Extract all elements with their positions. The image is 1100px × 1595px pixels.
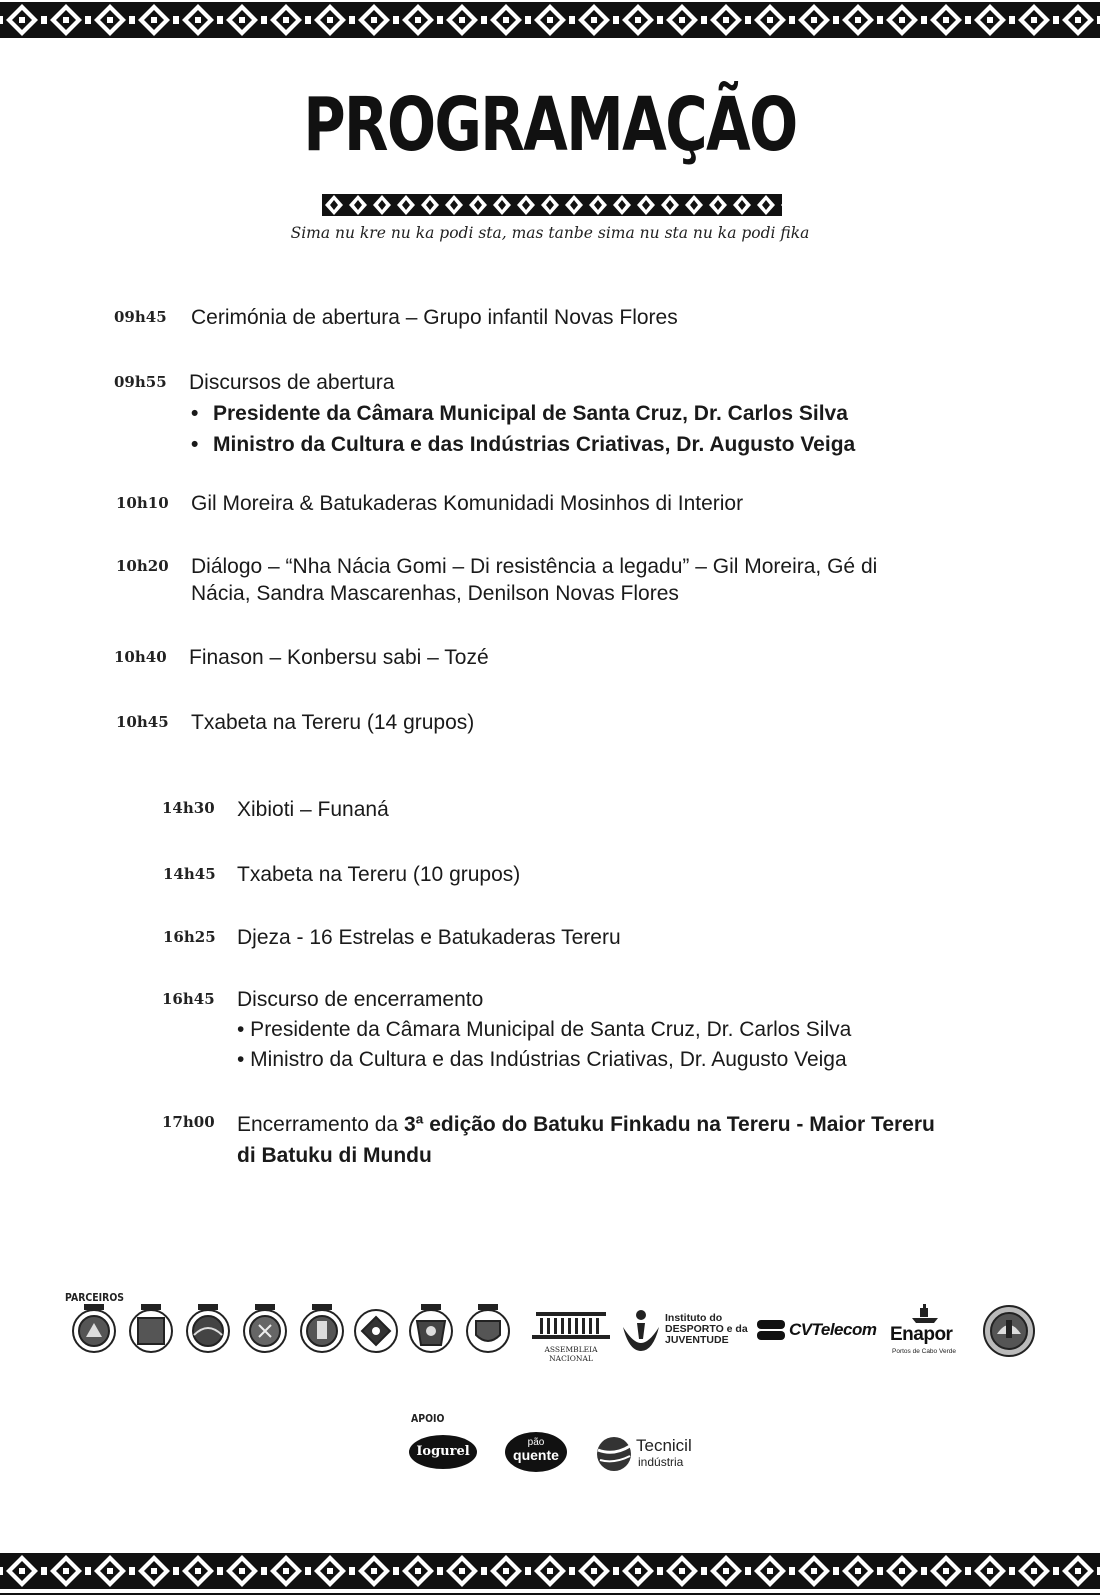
event-1645-bullets bbox=[237, 1015, 851, 1075]
event-1045: Txabeta na Tereru (14 grupos) bbox=[191, 711, 475, 734]
time-0945: 09h45 bbox=[114, 308, 167, 326]
crest-icon bbox=[130, 1305, 172, 1352]
time-1700: 17h00 bbox=[162, 1113, 215, 1131]
pao-quente-logo bbox=[505, 1432, 567, 1472]
tecnicil-sub: indústria bbox=[638, 1455, 684, 1469]
crest-icon bbox=[244, 1305, 286, 1352]
list-item: • Presidente da Câmara Municipal de Santa Cruz, Dr. Carlos Silva bbox=[189, 398, 855, 429]
time-1645: 16h45 bbox=[162, 990, 215, 1008]
event-0945: Cerimónia de abertura – Grupo infantil Novas Flores bbox=[191, 306, 678, 329]
time-1625: 16h25 bbox=[163, 928, 216, 946]
event-0955-bullets bbox=[189, 398, 855, 460]
assembleia-label: ASSEMBLEIA NACIONAL bbox=[544, 1345, 598, 1363]
event-1700-bold-2: di Batuku di Mundu bbox=[237, 1144, 432, 1167]
cvtelecom-mark-icon bbox=[757, 1318, 787, 1342]
time-1010: 10h10 bbox=[116, 494, 169, 512]
event-1700-bold-1: 3ª edição do Batuku Finkadu na Tereru - Maior Tereru bbox=[403, 1113, 935, 1136]
crest-icon bbox=[410, 1305, 452, 1352]
idj-line1: Instituto do bbox=[665, 1312, 723, 1324]
cvtelecom-logo bbox=[757, 1318, 879, 1344]
support-label: APOIO bbox=[411, 1412, 445, 1425]
event-1020 bbox=[191, 553, 877, 607]
time-1430: 14h30 bbox=[162, 799, 215, 817]
iogurel-logo bbox=[409, 1435, 477, 1469]
idj-logo bbox=[619, 1307, 749, 1357]
motto: Sima nu kre nu ka podi sta, mas tanbe sima nu sta nu ka podi fika bbox=[290, 224, 810, 242]
idj-line3: JUVENTUDE bbox=[665, 1334, 729, 1346]
event-0955-title: Discursos de abertura bbox=[189, 371, 395, 394]
crest-icon bbox=[187, 1305, 229, 1352]
seal-icon bbox=[982, 1304, 1036, 1358]
time-1040: 10h40 bbox=[114, 648, 167, 666]
event-1700 bbox=[237, 1109, 935, 1171]
enapor-logo bbox=[888, 1304, 964, 1360]
event-0955 bbox=[189, 369, 855, 460]
crest-icon bbox=[467, 1305, 509, 1352]
time-1045: 10h45 bbox=[116, 713, 169, 731]
parliament-building-icon bbox=[530, 1310, 612, 1340]
event-1040: Finason – Konbersu sabi – Tozé bbox=[189, 646, 489, 669]
idj-line2: DESPORTO e da bbox=[665, 1323, 748, 1335]
list-item: • Presidente da Câmara Municipal de Santa Cruz, Dr. Carlos Silva bbox=[237, 1018, 852, 1041]
list-item: • Ministro da Cultura e das Indústrias Criativas, Dr. Augusto Veiga bbox=[237, 1048, 847, 1071]
time-1020: 10h20 bbox=[116, 557, 169, 575]
event-1020-line1: Diálogo – “Nha Nácia Gomi – Di resistência a legadu” – Gil Moreira, Gé di bbox=[191, 555, 878, 578]
event-1625: Djeza - 16 Estrelas e Batukaderas Tereru bbox=[237, 926, 621, 949]
tecnicil-logo bbox=[596, 1435, 706, 1475]
event-1645 bbox=[237, 986, 851, 1075]
iogurel-text: Iogurel bbox=[416, 1444, 470, 1459]
time-0955: 09h55 bbox=[114, 373, 167, 391]
enapor-text: Enapor bbox=[890, 1324, 953, 1345]
list-item: • Ministro da Cultura e das Indústrias Criativas, Dr. Augusto Veiga bbox=[189, 429, 855, 460]
event-1645-title: Discurso de encerramento bbox=[237, 988, 484, 1011]
tribal-pattern-small bbox=[322, 192, 782, 218]
tribal-pattern-bottom bbox=[0, 1551, 1100, 1595]
assembleia-nacional-logo bbox=[530, 1310, 612, 1363]
crest-icon bbox=[355, 1310, 397, 1352]
ship-icon bbox=[910, 1304, 940, 1324]
quente-text: quente bbox=[513, 1447, 559, 1463]
crest-icon bbox=[301, 1305, 343, 1352]
event-1445: Txabeta na Tereru (10 grupos) bbox=[237, 863, 521, 886]
bottom-decorative-border bbox=[0, 1551, 1100, 1595]
enapor-subtitle: Portos de Cabo Verde bbox=[892, 1348, 956, 1355]
event-1020-line2: Nácia, Sandra Mascarenhas, Denilson Novas Flores bbox=[191, 582, 679, 605]
top-decorative-border bbox=[0, 0, 1100, 40]
cvtelecom-text: CVTelecom bbox=[789, 1320, 877, 1339]
tribal-pattern-top bbox=[0, 0, 1100, 40]
municipal-crests-row bbox=[64, 1303, 544, 1359]
pao-text: pão bbox=[527, 1437, 545, 1448]
person-icon bbox=[619, 1307, 663, 1353]
page-title: PROGRAMAÇÃO bbox=[303, 82, 797, 168]
tecnicil-text: Tecnicil bbox=[636, 1436, 692, 1455]
event-1430: Xibioti – Funaná bbox=[237, 798, 389, 821]
crest-icon bbox=[73, 1305, 115, 1352]
title-underline-pattern bbox=[322, 192, 782, 218]
event-1010: Gil Moreira & Batukaderas Komunidadi Mosinhos di Interior bbox=[191, 492, 744, 515]
time-1445: 14h45 bbox=[163, 865, 216, 883]
tecnicil-globe-icon bbox=[596, 1436, 632, 1472]
partners-label: PARCEIROS bbox=[65, 1291, 125, 1304]
event-1700-prefix: Encerramento da bbox=[237, 1113, 404, 1136]
